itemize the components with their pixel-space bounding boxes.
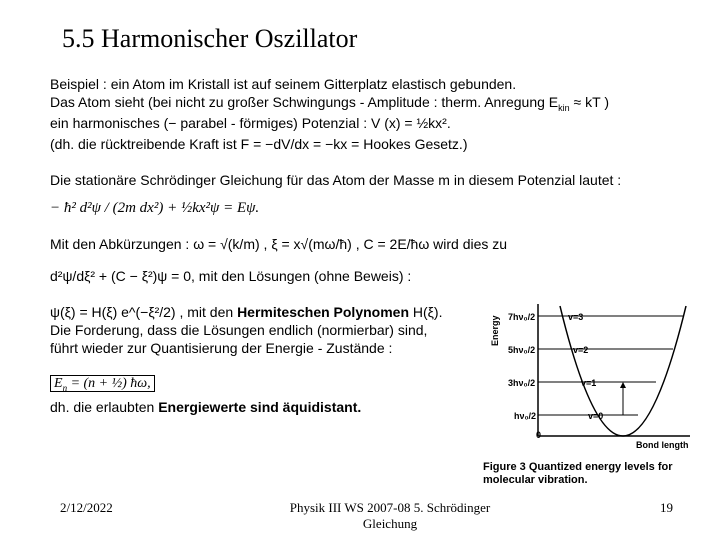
equation-schroedinger: − ħ² d²ψ / (2m dx²) + ½kx²ψ = Eψ. xyxy=(50,200,260,216)
text-line-9 xyxy=(50,304,442,320)
text-line-4: (dh. die rücktreibende Kraft ist F = −dV/dx = −kx = Hookes Gesetz.) xyxy=(50,136,468,152)
level-energy-label-3: 7hν₀/2 xyxy=(508,312,536,322)
text-line-5: Die stationäre Schrödinger Gleichung für das Atom der Masse m in diesem Potenzial lautet : xyxy=(50,172,622,188)
footer-course: Physik III WS 2007-08 5. Schrödinger Gleichung xyxy=(289,500,491,531)
energy-formula xyxy=(50,375,155,392)
zero-label: 0 xyxy=(536,430,542,440)
figure-caption-text: Quantized energy levels for molecular vibration. xyxy=(483,461,673,486)
text-line-2-end: ≈ kT ) xyxy=(569,94,609,110)
footer-date: 2/12/2022 xyxy=(60,500,113,515)
energy-formula-end: = (n + ½) ħω, xyxy=(67,376,151,391)
text-line-7: Mit den Abkürzungen : ω = √(k/m) , ξ = x√(mω/ħ) , C = 2E/ħω wird dies zu xyxy=(50,236,508,252)
transition-arrow-head xyxy=(620,382,626,388)
text-line-9-end: H(ξ). xyxy=(409,304,443,320)
energy-formula-box xyxy=(50,376,155,396)
text-line-2 xyxy=(50,94,609,116)
energy-formula-e: E xyxy=(54,376,63,391)
footer-page-number: 19 xyxy=(660,500,673,515)
text-line-2-sub: kin xyxy=(558,102,570,113)
level-v-label-3: v=3 xyxy=(568,312,584,322)
text-line-3: ein harmonisches (− parabel - förmiges) Potenzial : V (x) = ½kx². xyxy=(50,115,451,131)
figure-caption xyxy=(483,461,713,487)
level-v-label-2: v=2 xyxy=(573,345,589,355)
text-line-13-bold: Energiewerte sind äquidistant. xyxy=(158,399,362,415)
level-energy-label-0: hν₀/2 xyxy=(514,411,537,421)
level-energy-label-2: 5hν₀/2 xyxy=(508,345,536,355)
x-axis-label: Bond length xyxy=(636,440,689,450)
text-line-2-main: Das Atom sieht (bei nicht zu großer Schwingungs - Amplitude : therm. Anregung E xyxy=(50,94,559,110)
level-energy-label-1: 3hν₀/2 xyxy=(508,378,536,388)
y-axis-label: Energy xyxy=(490,315,500,346)
text-line-11: führt wieder zur Quantisierung der Energie - Zustände : xyxy=(50,340,393,356)
level-v-label-1: v=1 xyxy=(581,378,597,388)
figure-caption-bold: Figure 3 xyxy=(483,461,526,473)
text-line-9-bold: Hermiteschen Polynomen xyxy=(237,304,409,320)
text-line-13-main: dh. die erlaubten xyxy=(50,399,159,415)
text-line-10: Die Forderung, dass die Lösungen endlich (normierbar) sind, xyxy=(50,322,428,338)
text-line-8: d²ψ/dξ² + (C − ξ²)ψ = 0, mit den Lösungen (ohne Beweis) : xyxy=(50,268,412,284)
level-v-label-0: v=0 xyxy=(588,411,604,421)
potential-parabola xyxy=(560,306,686,436)
text-line-13 xyxy=(50,399,361,415)
slide-title: 5.5 Harmonischer Oszillator xyxy=(62,24,358,53)
text-line-1: Beispiel : ein Atom im Kristall ist auf seinem Gitterplatz elastisch gebunden. xyxy=(50,76,517,92)
energy-level-figure xyxy=(480,298,712,460)
text-line-9-main: ψ(ξ) = H(ξ) e^(−ξ²/2) , mit den xyxy=(50,304,238,320)
energy-formula-sub: n xyxy=(62,382,68,393)
